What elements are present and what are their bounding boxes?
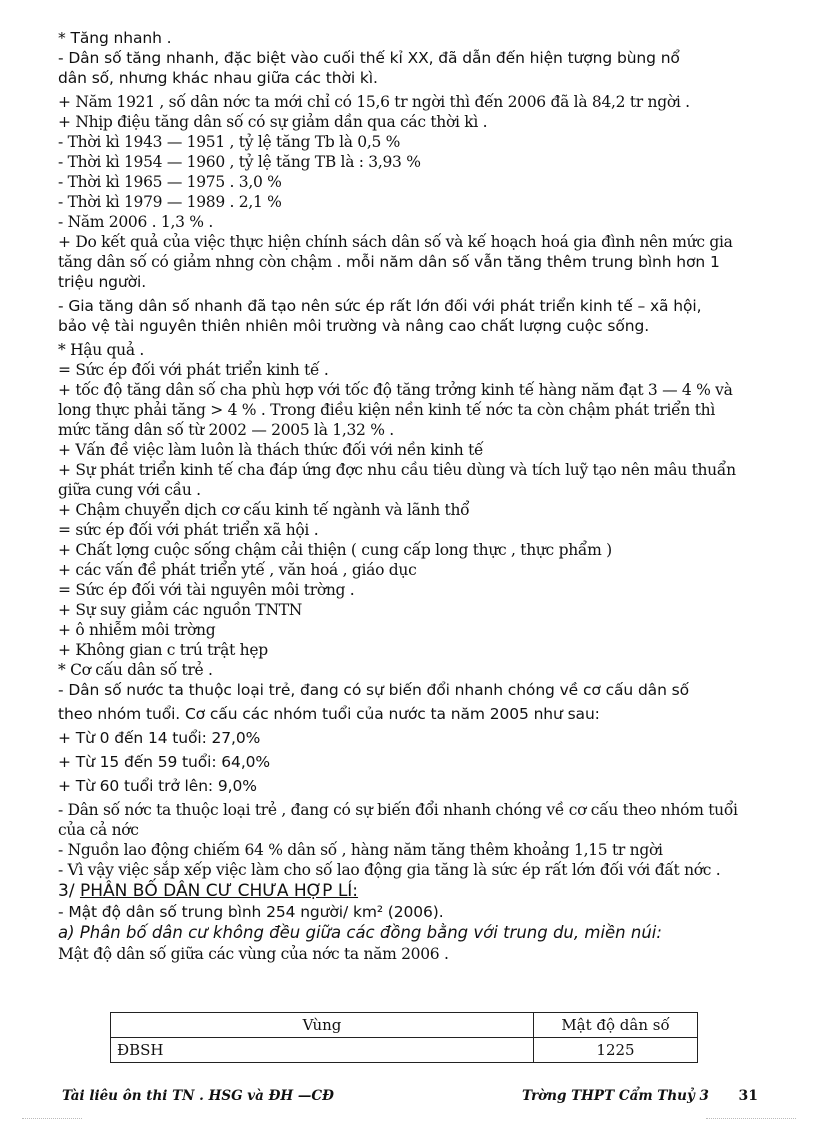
text-line: - Thời kì 1979 — 1989 . 2,1 %: [58, 193, 282, 211]
footer-title: Tài liêu ôn thi TN . HSG và ĐH —CĐ: [62, 1088, 334, 1104]
text-line: + Nhịp điệu tăng dân số có sự giảm dần qua các thời kì .: [58, 113, 488, 131]
table-cell: ĐBSH: [111, 1038, 534, 1063]
population-density-table: [110, 1012, 698, 1063]
text-line: - Thời kì 1954 — 1960 , tỷ lệ tăng TB là : 3,93 %: [58, 153, 421, 171]
text-line: - Vì vậy việc sắp xếp việc làm cho số lao động gia tăng là sức ép rất lớn đối với đất nớc .: [58, 861, 721, 879]
text-line: - Gia tăng dân số nhanh đã tạo nên sức ép rất lớn đối với phát triển kinh tế – xã hội,: [58, 297, 702, 315]
text-line: + Năm 1921 , số dân nớc ta mới chỉ có 15,6 tr ngời thì đến 2006 đã là 84,2 tr ngời .: [58, 93, 690, 111]
text-line: bảo vệ tài nguyên thiên nhiên môi trường và nâng cao chất lượng cuộc sống.: [58, 317, 650, 335]
page-number: 31: [738, 1088, 758, 1104]
text-line: + Chất lợng cuộc sống chậm cải thiện ( cung cấp long thực , thực phẩm ): [58, 541, 612, 559]
document-page: [58, 28, 758, 964]
text-line: + Do kết quả của việc thực hiện chính sách dân số và kế hoạch hoá gia đình nên mức gia: [58, 233, 733, 251]
text-line: = sức ép đối với phát triển xã hội .: [58, 521, 319, 539]
table-row: [111, 1038, 698, 1063]
text-line: + Vấn đề việc làm luôn là thách thức đối với nền kinh tế: [58, 441, 484, 459]
text-line: + Sự suy giảm các nguồn TNTN: [58, 601, 303, 619]
text-line: - Nguồn lao động chiếm 64 % dân số , hàng năm tăng thêm khoảng 1,15 tr ngời: [58, 841, 663, 859]
text-line: long thực phải tăng > 4 % . Trong điều kiện nền kinh tế nớc ta còn chậm phát triển thì: [58, 401, 715, 419]
text-line: theo nhóm tuổi. Cơ cấu các nhóm tuổi của nước ta năm 2005 như sau:: [58, 705, 600, 723]
text-line: + ô nhiễm môi trờng: [58, 621, 216, 639]
text-line: của cả nớc: [58, 821, 139, 839]
section-heading: [58, 880, 758, 902]
section-title: PHÂN BỐ DÂN CƯ CHƯA HỢP LÍ:: [79, 881, 359, 901]
text-segment: tăng dân số có giảm nhng còn chậm .: [58, 253, 342, 271]
text-line: - Thời kì 1943 — 1951 , tỷ lệ tăng Tb là 0,5 %: [58, 133, 401, 151]
text-line: mức tăng dân số từ 2002 — 2005 là 1,32 % .: [58, 421, 394, 439]
footer-dotted-rule: [706, 1118, 796, 1120]
text-line: - Mật độ dân số trung bình 254 người/ km² (2006).: [58, 903, 444, 921]
section-number: 3/: [58, 881, 80, 901]
text-line: + Từ 15 đến 59 tuổi: 64,0%: [58, 753, 271, 771]
page-footer: [62, 1088, 758, 1110]
text-line-mixed: [58, 252, 758, 272]
text-line: triệu người.: [58, 273, 147, 291]
footer-school: Trờng THPT Cẩm Thuỷ 3: [522, 1088, 709, 1104]
table-header: Mật độ dân số: [534, 1013, 698, 1038]
text-line: - Dân số tăng nhanh, đặc biệt vào cuối thế kỉ XX, đã dẫn đến hiện tượng bùng nổ: [58, 49, 680, 67]
text-line: + Chậm chuyển dịch cơ cấu kinh tế ngành và lãnh thổ: [58, 501, 470, 519]
text-line: dân số, nhưng khác nhau giữa các thời kì.: [58, 69, 378, 87]
text-line: + Sự phát triển kinh tế cha đáp ứng đợc nhu cầu tiêu dùng và tích luỹ tạo nên mâu thuẩn: [58, 461, 736, 479]
text-line: = Sức ép đối với tài nguyên môi trờng .: [58, 581, 355, 599]
text-line: - Thời kì 1965 — 1975 . 3,0 %: [58, 173, 282, 191]
text-line: + Từ 60 tuổi trở lên: 9,0%: [58, 777, 257, 795]
table-cell: 1225: [534, 1038, 698, 1063]
text-line: * Cơ cấu dân số trẻ .: [58, 661, 213, 679]
text-line: + các vấn đề phát triển ytế , văn hoá , giáo dục: [58, 561, 417, 579]
text-line: * Tăng nhanh .: [58, 29, 172, 47]
text-line: giữa cung với cầu .: [58, 481, 201, 499]
table-caption: Mật độ dân số giữa các vùng của nớc ta năm 2006 .: [58, 945, 449, 963]
table-header-row: [111, 1013, 698, 1038]
text-line: - Dân số nước ta thuộc loại trẻ, đang có sự biến đổi nhanh chóng về cơ cấu dân số: [58, 681, 689, 699]
text-line: * Hậu quả .: [58, 341, 145, 359]
footer-dotted-rule: [22, 1118, 82, 1120]
text-line: - Dân số nớc ta thuộc loại trẻ , đang có sự biến đổi nhanh chóng về cơ cấu theo nhóm tuổi: [58, 801, 738, 819]
text-line: + Từ 0 đến 14 tuổi: 27,0%: [58, 729, 261, 747]
text-line: = Sức ép đối với phát triển kinh tế .: [58, 361, 329, 379]
table-header: Vùng: [111, 1013, 534, 1038]
text-line: + tốc độ tăng dân số cha phù hợp với tốc độ tăng trởng kinh tế hàng năm đạt 3 — 4 % và: [58, 381, 733, 399]
subsection-heading: a) Phân bố dân cư không đều giữa các đồng bằng với trung du, miền núi:: [58, 923, 662, 942]
text-line: - Năm 2006 . 1,3 % .: [58, 213, 213, 231]
text-segment: mỗi năm dân số vẫn tăng thêm trung bình hơn 1: [341, 253, 720, 271]
text-line: + Không gian c trú trật hẹp: [58, 641, 268, 659]
